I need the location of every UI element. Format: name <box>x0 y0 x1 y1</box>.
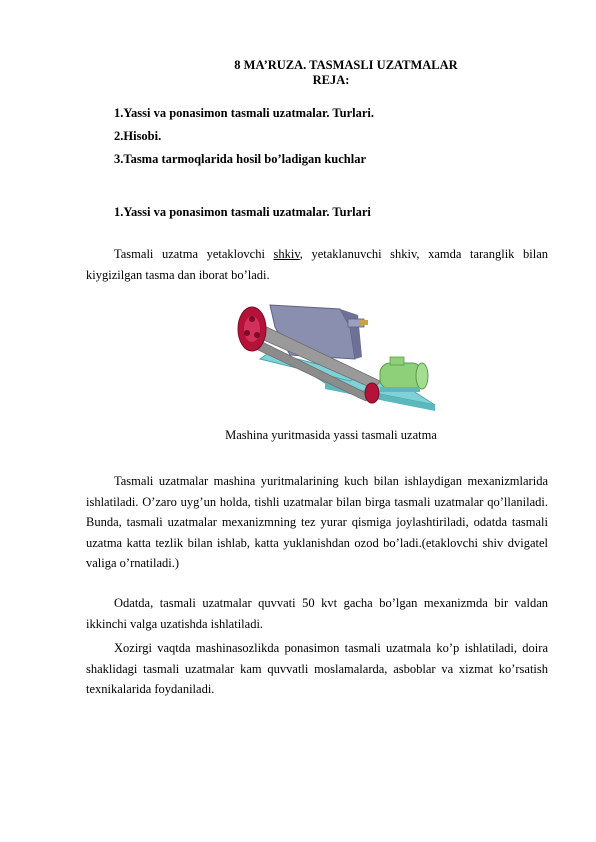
plan-item-2: 2.Hisobi. <box>114 129 162 143</box>
lecture-title: 8 MA’RUZA. TASMASLI UZATMALAR <box>234 58 458 72</box>
intro-text-before: Tasmali uzatma yetaklovchi <box>114 247 274 261</box>
belt-drive-illustration <box>230 297 438 417</box>
body-paragraph-1: Tasmali uzatmalar mashina yuritmalarining kuch bilan ishlaydigan mexanizmlarida ishlatiladi. O’zaro uyg’un holda, tishli uzatmalar bilan birga tasmali uzatmalar qo’llaniladi. Bunda, tasmali uzatmalar mexanizmning tez yurar qismiga joylashtiriladi, odatda tasmali uzatma katta tezlik bilan ishlab, katta yuklanishdan ozod bo’ladi.(etaklovchi shiv dvigatel valiga o’rnatiladi.) <box>86 474 548 570</box>
body-paragraph-3: Xozirgi vaqtda mashinasozlikda ponasimon tasmali uzatmala ko’p ishlatiladi, doira shaklidagi tasmali uzatmalar kam quvvatli moslamalarda, asboblar va xizmat ko’rsatish texnikalarida foydaniladi. <box>86 641 548 696</box>
section-heading: 1.Yassi va ponasimon tasmali uzatmalar. Turlari <box>114 205 371 219</box>
plan-item-1: 1.Yassi va ponasimon tasmali uzatmalar. Turlari. <box>114 106 374 120</box>
intro-paragraph <box>86 244 548 285</box>
plan-heading: REJA: <box>312 73 350 87</box>
plan-item-3: 3.Tasma tarmoqlarida hosil bo’ladigan kuchlar <box>114 152 367 166</box>
shkiv-link[interactable]: shkiv <box>273 247 300 261</box>
body-paragraph-2: Odatda, tasmali uzatmalar quvvati 50 kvt gacha bo’lgan mexanizmda bir valdan ikkinchi valga uzatishda ishlatiladi. <box>86 596 548 631</box>
intro-text-after: , yetaklanuvchi shkiv, xamda taranglik bilan kiygizilgan tasma dan iborat bo’ladi. <box>86 247 548 282</box>
figure-caption: Mashina yuritmasida yassi tasmali uzatma <box>225 428 437 442</box>
belt-drive-image <box>230 297 438 417</box>
